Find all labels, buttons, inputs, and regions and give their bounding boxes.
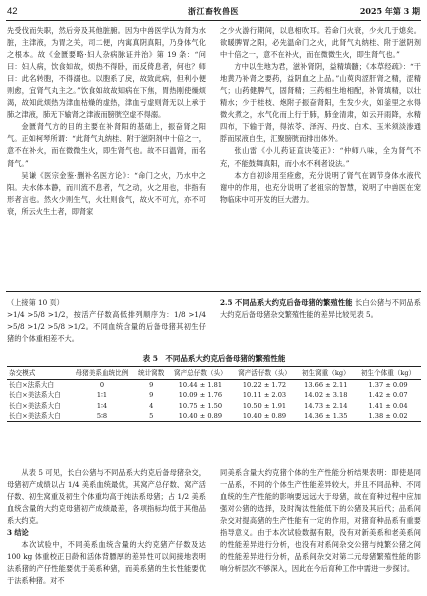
- table-header-row: [7, 367, 421, 380]
- table-cell: 1∶1: [96, 391, 108, 400]
- mid-left-column: [7, 297, 206, 345]
- table-row: [7, 390, 421, 400]
- table-cell: 长白×法系大白: [9, 381, 55, 390]
- paragraph: 同美系含量大约克猪个体的生产性能分析结果表明：即使是同一品系，不同的个体生产性能差异较大，并且不同品种、不同血统的生产性能的影响要远远大于母猪，故在育种过程中应加强对公猪的选择，及时淘汰性能低下的公猪及其后代；品系间杂交对提高猪的生产性能有一定的作用，对猪育种品系有重要指导意义。由于本次试验数据有限，没有对新美系和老美系间的性能差异进行分析，也没有对系间杂交公猪与纯繁公猪之间的性能差异进行分析，品系间杂交对第二元母猪繁殖性能的影响分析层次不够深入，因此在今后育种工作中需进一步探讨。: [220, 468, 421, 574]
- table-row: [7, 401, 421, 411]
- column-header: 初生窝重（kg）: [297, 367, 355, 380]
- table-cell: 10.50 ± 1.91: [242, 401, 287, 410]
- paragraph: 金匮肾气方的目的主要在补肾阳的基础上，振奋肾之阳气。正如柯琴所谓：“此肾气丸纳桂、附于滋阴剂中十倍之一，意不在补火，而在微微生火，即生肾气也。故不曰温肾，而名肾气。”: [7, 122, 206, 168]
- table-5: [7, 353, 421, 422]
- table-cell: 长白×美法系大白: [9, 401, 61, 410]
- top-right-column: [220, 25, 421, 206]
- table-cell: 1.41 ± 0.04: [368, 401, 408, 410]
- table-cell: 1.38 ± 0.02: [355, 411, 421, 422]
- table-cell: 10.11 ± 2.03: [242, 391, 287, 400]
- column-header: 母猪美系血统比例: [70, 367, 134, 380]
- data-table: [7, 366, 421, 422]
- table-cell: 10.09 ± 1.76: [178, 391, 223, 400]
- paragraph: 从表 5 可见，长白公猪与不同品系大约克后备母猪杂交，母猪初产成绩以占 1/4 美系血统最优，其窝产总仔数、窝产活仔数、初生窝重及初生个体重均高于纯法系母猪；占 1/2 美系血统含量的大约克母猪初产成绩最差，各项指标均低于其他品系大约克。: [7, 468, 206, 526]
- table-row: [7, 380, 421, 391]
- table-cell: 10.40 ± 0.89: [232, 411, 296, 422]
- table-cell: 14.73 ± 2.14: [304, 401, 348, 410]
- paragraph: 本次试验中，不同美系血统含量的大约克猪产仔数及达 100 kg 体重校正日龄和活体背膘厚的差异性可以间接地表明法系猪的产仔性能要优于美系种猪，而美系猪的生长性能要优于法系种猪。对不: [7, 540, 206, 586]
- column-header: 窝产活仔数（头）: [232, 367, 296, 380]
- table-cell: 14.02 ± 3.18: [304, 391, 348, 400]
- section-title: 不同品系大约克后备母猪的繁殖性能: [234, 298, 353, 307]
- table-cell: 长白×美法系大白: [7, 411, 70, 422]
- bottom-right-column: [220, 467, 421, 575]
- journal-name: 浙江畜牧兽医: [188, 6, 239, 16]
- table-cell: 1∶4: [96, 401, 108, 410]
- mid-right-column: [220, 297, 421, 321]
- paragraph: 长白公猪与不同品系大约克后备母猪杂交繁殖性能的差异比较见表 5。: [220, 298, 421, 320]
- issue-label: 2025 年第 3 期: [359, 6, 420, 16]
- table-cell: 4: [149, 401, 154, 410]
- paragraph: 张山雷《小儿药证直诀笺正》：“仲师八味，全为肾气不充，不能鼓舞真阳，而小水不利者设法。”: [220, 146, 421, 168]
- column-header: 统计窝数: [134, 367, 168, 380]
- table-row: [7, 411, 421, 422]
- article-divider: [6, 291, 421, 292]
- paragraph: 方中以生地为君，滋补肾阴，益精填髓；《本草经疏》：“干地黄乃补肾之要药，益阴血之上品。”山萸肉涩肝肾之精，涩精气；山药健脾气，固肾精；三药相生地相配，补肾填精，以壮精水；少于桂枝、炮附子振奋肾阳，生发少火，如釜里之水得微火煮之，水气化而上行于肺，肺金清肃，如云开雨降，水精四布，下输于肾，得浓苓、泽泻、丹皮、白术、玉米须淡渗通脬而尿液自生，汇聚膀胱而排出体外。: [220, 62, 421, 144]
- table-cell: 5∶8: [70, 411, 134, 422]
- table-cell: 1.42 ± 0.07: [368, 391, 408, 400]
- paragraph: 本方自初诊用至痊愈，充分说明了肾气在调节身体水液代谢中的作用，也充分说明了老祖宗的智慧，说明了中兽医在宠物临床中可开发的巨大潜力。: [220, 170, 421, 204]
- table-cell: 10.44 ± 1.81: [178, 381, 223, 390]
- table-cell: 9: [149, 381, 154, 390]
- column-header: 初生个体重（kg）: [355, 367, 421, 380]
- table-cell: 5: [134, 411, 168, 422]
- table-caption: 表 5 不同品系大约克后备母猪的繁殖性能: [142, 354, 286, 363]
- paragraph: >1/4 >5/8 >1/2，按活产仔数高低排列顺序为：1/8 >1/4 >5/8 >1/2 >5/8 >1/2。不同血统含量的后备母猪其初生仔猪的个体重相差不大。: [7, 310, 206, 344]
- continuation-note: （上接第 10 页）: [7, 298, 64, 307]
- paragraph: 之少火游行期间，以息相吹耳。若命门火衰，少火几于熄矣。欲暖脾胃之阳，必先温命门之火，此肾气丸纳桂、附于滋阴剂中十倍之一，意不在补火，而在微微生火，即生肾气也。”: [220, 26, 421, 60]
- page-header: [0, 0, 427, 22]
- paragraph: 先受伐而失职，然后旁及其他脏腑。因为中兽医学认为肾为水脏，主津液，为胃之关，司二便，内寓真阴真阳，乃身体气化之根本。故《金匮要略·妇人杂病脉证并治》第 19 条：“问曰：妇人病，饮食如故，烦热不得卧，而反倚息者，何也？师曰：此名转胞，不得溺也。以胞系了戾，故致此病，但利小便则愈，宜肾气丸主之。”饮食如故故知病在下焦，胃热刚使燥烦渴，故知此烦热为津血枯燥的虚热，津血亏虚则肾无以上承于肺之津液，肺无下输肾之津液而膀胱空虚不得溺。: [7, 26, 206, 120]
- table-cell: 0: [99, 381, 105, 390]
- table-cell: 10.40 ± 0.89: [168, 411, 232, 422]
- section-number: 2.5: [220, 298, 233, 307]
- section-number: 3: [7, 528, 13, 538]
- column-header: 窝产总仔数（头）: [168, 367, 232, 380]
- table-cell: 10.75 ± 1.50: [178, 401, 223, 410]
- bottom-left-column: [7, 467, 206, 587]
- table-cell: 9: [149, 391, 154, 400]
- top-left-column: [7, 25, 206, 218]
- table-cell: 长白×美法系大白: [9, 391, 61, 400]
- table-cell: 13.66 ± 2.11: [304, 381, 348, 390]
- header-rule: [6, 20, 421, 21]
- page-number: 42: [7, 6, 18, 17]
- paragraph: 吴谦《医宗金鉴·删补名医方论》：“命门之火，乃水中之阳。夫水体本静，而川流不息者，气之动，火之用也，非指有形者言也。然火少则生气，火壮则食气，故火不可亢，亦不可衰，所云火生土者，即肾家: [7, 170, 206, 216]
- column-header: 杂交模式: [7, 367, 70, 380]
- table-cell: 1.37 ± 0.09: [368, 381, 408, 390]
- section-title: 结论: [14, 528, 29, 538]
- table-cell: 14.36 ± 1.35: [297, 411, 355, 422]
- table-cell: 10.22 ± 1.72: [242, 381, 287, 390]
